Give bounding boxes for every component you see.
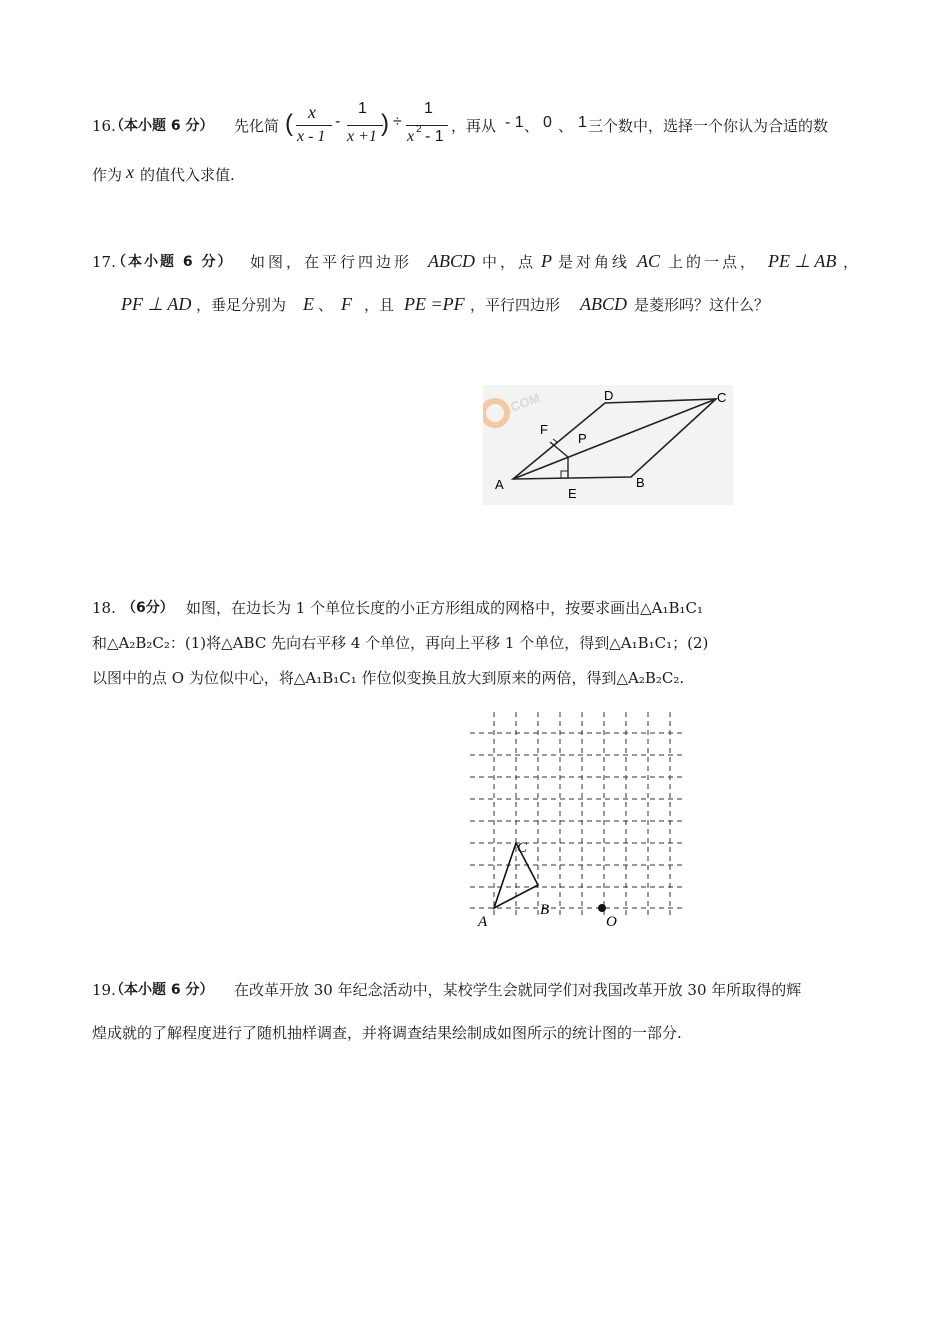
grid-diagram (462, 708, 692, 936)
q17-figure (483, 385, 733, 505)
q16-line2-var: x (126, 162, 134, 182)
q16-sep1: 、 (524, 117, 540, 135)
q16-frac3-num: 1 (424, 100, 433, 117)
q16-frac1-bar (296, 125, 332, 126)
q17-score-tag: （本小题 6 分） (112, 254, 234, 270)
q17-sep: 、 (318, 296, 334, 314)
q17-number: 17. (92, 253, 116, 271)
grid-label-a: A (478, 914, 488, 930)
q19-line2: 煌成就的了解程度进行了随机抽样调查，并将调查结果绘制成如图所示的统计图的一部分. (92, 1024, 682, 1042)
label-c: C (717, 390, 727, 405)
q18-line3: 以图中的点 O 为位似中心，将△A₁B₁C₁ 作位似变换且放大到原来的两倍，得到△A₂B₂C₂. (92, 669, 685, 687)
q17-line2-b: ，且 (364, 296, 395, 314)
right-angle-e (561, 471, 568, 478)
q16-lead: 先化简 (234, 117, 280, 135)
q17-abcd-2: ABCD (580, 294, 627, 314)
q16-frac3-den-base: x (407, 128, 415, 145)
q17-pf-perp-ad: PF ⊥ AD (121, 294, 192, 314)
q16-after: ，再从 (451, 117, 497, 135)
label-d: D (604, 388, 614, 403)
q16-frac3-den-exp: 2 (416, 124, 422, 135)
q19-line1: 在改革开放 30 年纪念活动中，某校学生会就同学们对我国改革开放 30 年所取得的辉 (234, 981, 802, 999)
q16-score-tag: （本小题 6 分） (110, 118, 214, 134)
label-a: A (495, 477, 504, 492)
q17-line2-a: ，垂足分别为 (196, 296, 287, 314)
q17-line1-b: 中，点 (482, 253, 537, 271)
label-f: F (540, 422, 548, 437)
q16-frac1-num: x (308, 102, 316, 122)
diagonal-ac (513, 399, 716, 479)
q18-number: 18. (92, 599, 116, 617)
q18-line2: 和△A₂B₂C₂：(1)将△ABC 先向右平移 4 个单位，再向上平移 1 个单位，得到△A₁B₁C₁；(2) (92, 634, 709, 652)
q16-value-0: 0 (543, 114, 552, 131)
parallelogram-diagram (483, 385, 733, 505)
q16-frac2-den: x +1 (347, 128, 377, 145)
q17-line1-a: 如图，在平行四边形 (250, 253, 413, 271)
q18-score-tag: （6分） (122, 600, 174, 616)
q17-comma: ， (843, 253, 859, 271)
watermark-text: .COM (504, 390, 542, 416)
q16-frac2-bar (347, 125, 383, 126)
q17-pe-eq-pf: PE =PF (404, 294, 465, 314)
q19-score-tag: （本小题 6 分） (110, 982, 214, 998)
q16-paren-open: ( (285, 110, 293, 137)
q16-frac2-num: 1 (358, 100, 367, 117)
watermark-ring (483, 401, 507, 425)
q17-ac: AC (637, 251, 661, 271)
q16-minus: - (335, 113, 341, 130)
label-b: B (636, 475, 645, 490)
point-o (598, 904, 606, 912)
q17-line2-c: ，平行四边形 (470, 296, 561, 314)
q17-line2-d: 是菱形吗？这什么？ (634, 296, 770, 314)
q16-frac3-bar (406, 125, 448, 126)
q16-paren-close: ) (381, 110, 389, 137)
q16-frac3-den-tail: - 1 (425, 128, 444, 145)
q16-divide: ÷ (393, 113, 402, 130)
q17-pe-perp-ab: PE ⊥ AB (768, 251, 837, 271)
q18-line1: 如图，在边长为 1 个单位长度的小正方形组成的网格中，按要求画出△A₁B₁C₁ (186, 599, 703, 617)
q17-point-p: P (541, 251, 552, 271)
q16-line2-b: 的值代入求值. (140, 166, 235, 184)
q16-sep2: 、 (558, 117, 574, 135)
q17-line1-d: 上的一点， (668, 253, 759, 271)
grid-label-c: C (517, 840, 528, 856)
q16-value-neg1: - 1 (505, 114, 524, 131)
q16-value-1: 1 (578, 114, 587, 131)
q16-number: 16. (92, 117, 116, 135)
label-p: P (578, 431, 587, 446)
q19-number: 19. (92, 981, 116, 999)
q17-line1-c: 是对角线 (558, 253, 631, 271)
q16-line2-a: 作为 (92, 166, 123, 184)
q16-tail: 三个数中，选择一个你认为合适的数 (588, 117, 829, 135)
q16-frac1-den: x - 1 (297, 128, 326, 145)
grid-label-b: B (540, 902, 550, 918)
segment-pf (550, 442, 568, 457)
q17-abcd: ABCD (428, 251, 475, 271)
grid-label-o: O (606, 914, 617, 930)
q18-figure (462, 708, 692, 936)
label-e: E (568, 486, 577, 501)
grid-lines (470, 712, 686, 918)
q17-e: E (303, 294, 314, 314)
q17-f: F (341, 294, 352, 314)
